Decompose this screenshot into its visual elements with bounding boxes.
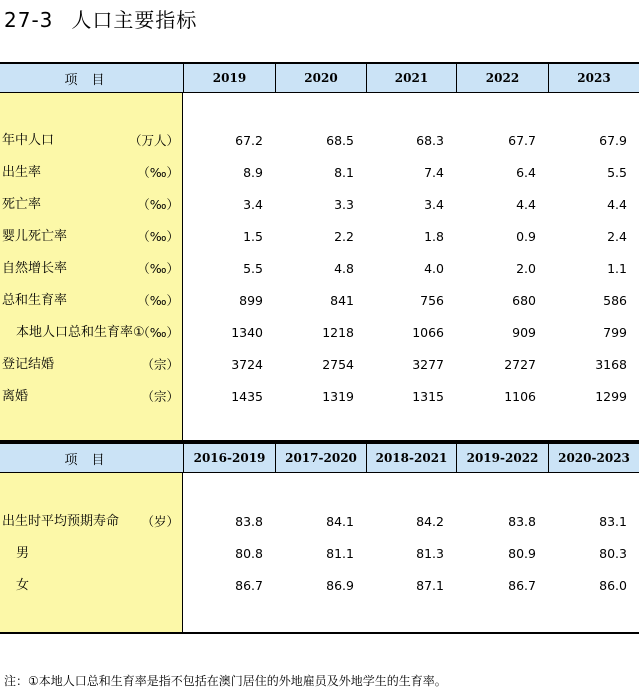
value-cell: 84.2 [416, 514, 444, 529]
row-unit: （宗） [141, 389, 179, 404]
value-cell: 86.0 [599, 578, 627, 593]
row-label: 死亡率 [2, 197, 42, 212]
value-cell: 586 [603, 293, 627, 308]
footnote: 注：①本地人口总和生育率是指不包括在澳门居住的外地雇员及外地学生的生育率。 [4, 674, 447, 688]
value-cell: 86.7 [508, 578, 536, 593]
value-cell: 2.4 [607, 229, 627, 244]
table-row [0, 506, 639, 538]
table-row [0, 381, 639, 413]
header-period-4: 2019-2022 [456, 444, 548, 472]
value-cell: 67.9 [599, 133, 627, 148]
value-cell: 1340 [231, 325, 263, 340]
header-period-1: 2016-2019 [183, 444, 275, 472]
header-year-2021: 2021 [366, 64, 456, 92]
header-period-2: 2017-2020 [275, 444, 366, 472]
table-row [0, 570, 639, 602]
value-cell: 81.3 [416, 546, 444, 561]
value-cell: 6.4 [516, 165, 536, 180]
table-row [0, 317, 639, 349]
value-cell: 1315 [412, 389, 444, 404]
value-cell: 86.9 [326, 578, 354, 593]
value-cell: 67.2 [235, 133, 263, 148]
value-cell: 83.1 [599, 514, 627, 529]
value-cell: 8.9 [243, 165, 263, 180]
header-year-2023: 2023 [548, 64, 639, 92]
table-row [0, 253, 639, 285]
row-label: 年中人口 [2, 133, 55, 148]
row-unit: （万人） [128, 133, 179, 148]
value-cell: 3.4 [424, 197, 444, 212]
value-cell: 86.7 [235, 578, 263, 593]
value-cell: 83.8 [235, 514, 263, 529]
value-cell: 3724 [231, 357, 263, 372]
row-label: 出生率 [2, 165, 42, 180]
header-period-3: 2018-2021 [366, 444, 456, 472]
value-cell: 68.5 [326, 133, 354, 148]
value-cell: 1106 [504, 389, 536, 404]
table-bottom-rule [0, 632, 639, 634]
value-cell: 3168 [595, 357, 627, 372]
value-cell: 756 [420, 293, 444, 308]
value-cell: 5.5 [607, 165, 627, 180]
value-cell: 83.8 [508, 514, 536, 529]
table-header [0, 62, 639, 93]
row-unit: （岁） [141, 514, 179, 529]
value-cell: 4.8 [334, 261, 354, 276]
row-label: 总和生育率 [2, 293, 68, 308]
value-cell: 2727 [504, 357, 536, 372]
value-cell: 80.9 [508, 546, 536, 561]
row-label: 登记结婚 [2, 357, 55, 372]
value-cell: 7.4 [424, 165, 444, 180]
value-cell: 5.5 [243, 261, 263, 276]
table-row [0, 285, 639, 317]
row-label: 婴儿死亡率 [2, 229, 68, 244]
table-row [0, 221, 639, 253]
value-cell: 1319 [322, 389, 354, 404]
value-cell: 4.4 [516, 197, 536, 212]
table-annual-indicators [0, 62, 639, 442]
value-cell: 67.7 [508, 133, 536, 148]
row-unit: （‰） [137, 325, 179, 340]
row-unit: （‰） [137, 165, 179, 180]
value-cell: 1.5 [243, 229, 263, 244]
value-cell: 909 [512, 325, 536, 340]
header-item-label: 项目 [64, 72, 119, 88]
value-cell: 0.9 [516, 229, 536, 244]
value-cell: 680 [512, 293, 536, 308]
table-header [0, 442, 639, 473]
row-unit: （‰） [137, 293, 179, 308]
value-cell: 799 [603, 325, 627, 340]
table-row [0, 538, 639, 570]
row-unit: （宗） [141, 357, 179, 372]
value-cell: 4.4 [607, 197, 627, 212]
page-title [4, 4, 197, 33]
value-cell: 2.2 [334, 229, 354, 244]
header-item-label: 项目 [64, 452, 119, 468]
header-period-5: 2020-2023 [548, 444, 639, 472]
value-cell: 1435 [231, 389, 263, 404]
value-cell: 87.1 [416, 578, 444, 593]
row-unit: （‰） [137, 261, 179, 276]
value-cell: 68.3 [416, 133, 444, 148]
value-cell: 81.1 [326, 546, 354, 561]
table-row [0, 125, 639, 157]
row-label: 本地人口总和生育率① [16, 325, 145, 340]
value-cell: 841 [330, 293, 354, 308]
value-cell: 1299 [595, 389, 627, 404]
value-cell: 84.1 [326, 514, 354, 529]
row-label: 女 [16, 578, 30, 593]
value-cell: 4.0 [424, 261, 444, 276]
header-year-2020: 2020 [275, 64, 366, 92]
header-year-2019: 2019 [183, 64, 275, 92]
value-cell: 1066 [412, 325, 444, 340]
value-cell: 3.4 [243, 197, 263, 212]
table-number: 27-3 [4, 8, 54, 32]
row-label: 男 [16, 546, 30, 561]
value-cell: 1.1 [607, 261, 627, 276]
row-label: 离婚 [2, 389, 29, 404]
value-cell: 899 [239, 293, 263, 308]
value-cell: 2754 [322, 357, 354, 372]
row-label: 自然增长率 [2, 261, 68, 276]
value-cell: 3277 [412, 357, 444, 372]
row-unit: （‰） [137, 197, 179, 212]
row-unit: （‰） [137, 229, 179, 244]
value-cell: 2.0 [516, 261, 536, 276]
value-cell: 3.3 [334, 197, 354, 212]
table-title: 人口主要指标 [71, 8, 198, 32]
value-cell: 80.3 [599, 546, 627, 561]
value-cell: 1.8 [424, 229, 444, 244]
table-row [0, 157, 639, 189]
table-row [0, 189, 639, 221]
value-cell: 80.8 [235, 546, 263, 561]
row-label: 出生时平均预期寿命 [2, 514, 120, 529]
value-cell: 8.1 [334, 165, 354, 180]
table-row [0, 349, 639, 381]
header-year-2022: 2022 [456, 64, 548, 92]
value-cell: 1218 [322, 325, 354, 340]
table-life-expectancy [0, 442, 639, 634]
